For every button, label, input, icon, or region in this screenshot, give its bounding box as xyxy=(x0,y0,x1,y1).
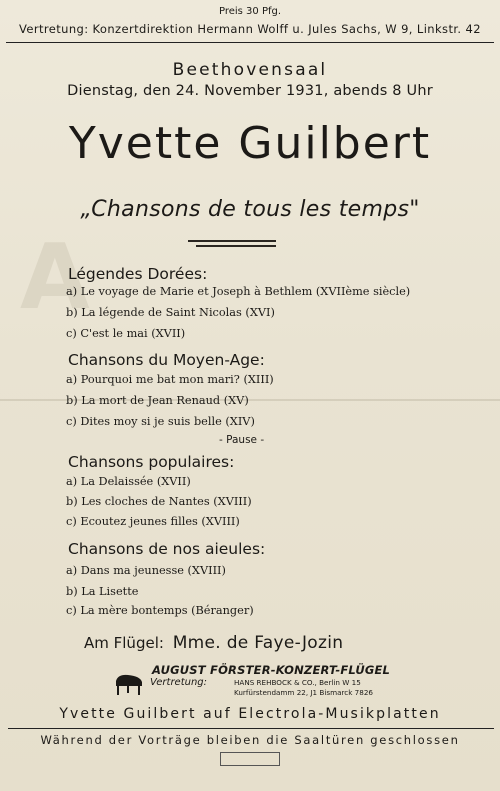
program-item: b) La légende de Saint Nicolas (XVI) xyxy=(66,306,275,319)
program-item: c) La mère bontemps (Béranger) xyxy=(66,604,254,617)
event-date: Dienstag, den 24. November 1931, abends 8 Uhr xyxy=(67,83,433,99)
advert-address-line: HANS REHBOCK & CO., Berlin W 15 xyxy=(234,678,361,687)
section-heading: Chansons de nos aieules: xyxy=(68,540,266,558)
top-rule xyxy=(6,42,494,43)
section-heading: Chansons populaires: xyxy=(68,453,235,471)
piano-advertisement xyxy=(114,661,394,701)
doors-notice: Während der Vorträge bleiben die Saaltüren geschlossen xyxy=(40,733,460,747)
accompanist-line xyxy=(84,633,343,653)
printer-stamp xyxy=(220,752,280,766)
program-title: „Chansons de tous les temps" xyxy=(80,197,420,222)
program-item: b) Les cloches de Nantes (XVIII) xyxy=(66,495,252,508)
bottom-rule xyxy=(8,728,494,729)
program-item: a) Le voyage de Marie et Joseph à Bethlem (XVIIème siècle) xyxy=(66,285,411,298)
program-item: c) C'est le mai (XVII) xyxy=(66,327,186,340)
program-item: b) La Lisette xyxy=(66,585,139,598)
section-heading: Légendes Dorées: xyxy=(68,265,208,283)
ornament-rule xyxy=(188,240,276,242)
price-label: Preis 30 Pfg. xyxy=(218,6,282,17)
ornament-rule xyxy=(196,245,276,247)
accompanist-label: Am Flügel: xyxy=(84,634,164,652)
section-heading: Chansons du Moyen-Age: xyxy=(68,351,265,369)
accompanist-name: Mme. de Faye-Jozin xyxy=(172,633,344,653)
venue: Beethovensaal xyxy=(172,60,328,80)
agency-line: Vertretung: Konzertdirektion Hermann Wolff u. Jules Sachs, W 9, Linkstr. 42 xyxy=(19,22,481,36)
advert-address-line: Kurfürstendamm 22, J1 Bismarck 7826 xyxy=(234,688,373,697)
records-line: Yvette Guilbert auf Electrola-Musikplatten xyxy=(59,706,441,722)
program-item: a) Dans ma jeunesse (XVIII) xyxy=(66,564,226,577)
piano-brand: AUGUST FÖRSTER-KONZERT-FLÜGEL xyxy=(152,663,391,677)
program-item: a) Pourquoi me bat mon mari? (XIII) xyxy=(66,373,274,386)
advert-vertretung: Vertretung: xyxy=(150,677,208,688)
program-item: b) La mort de Jean Renaud (XV) xyxy=(66,394,249,407)
pause-note: - Pause - xyxy=(219,434,265,446)
artist-name: Yvette Guilbert xyxy=(68,118,432,169)
bleed-through-letter: A xyxy=(20,225,90,330)
grand-piano-icon xyxy=(114,673,144,697)
program-item: c) Dites moy si je suis belle (XIV) xyxy=(66,415,255,428)
program-item: c) Ecoutez jeunes filles (XVIII) xyxy=(66,515,240,528)
program-item: a) La Delaissée (XVII) xyxy=(66,475,191,488)
